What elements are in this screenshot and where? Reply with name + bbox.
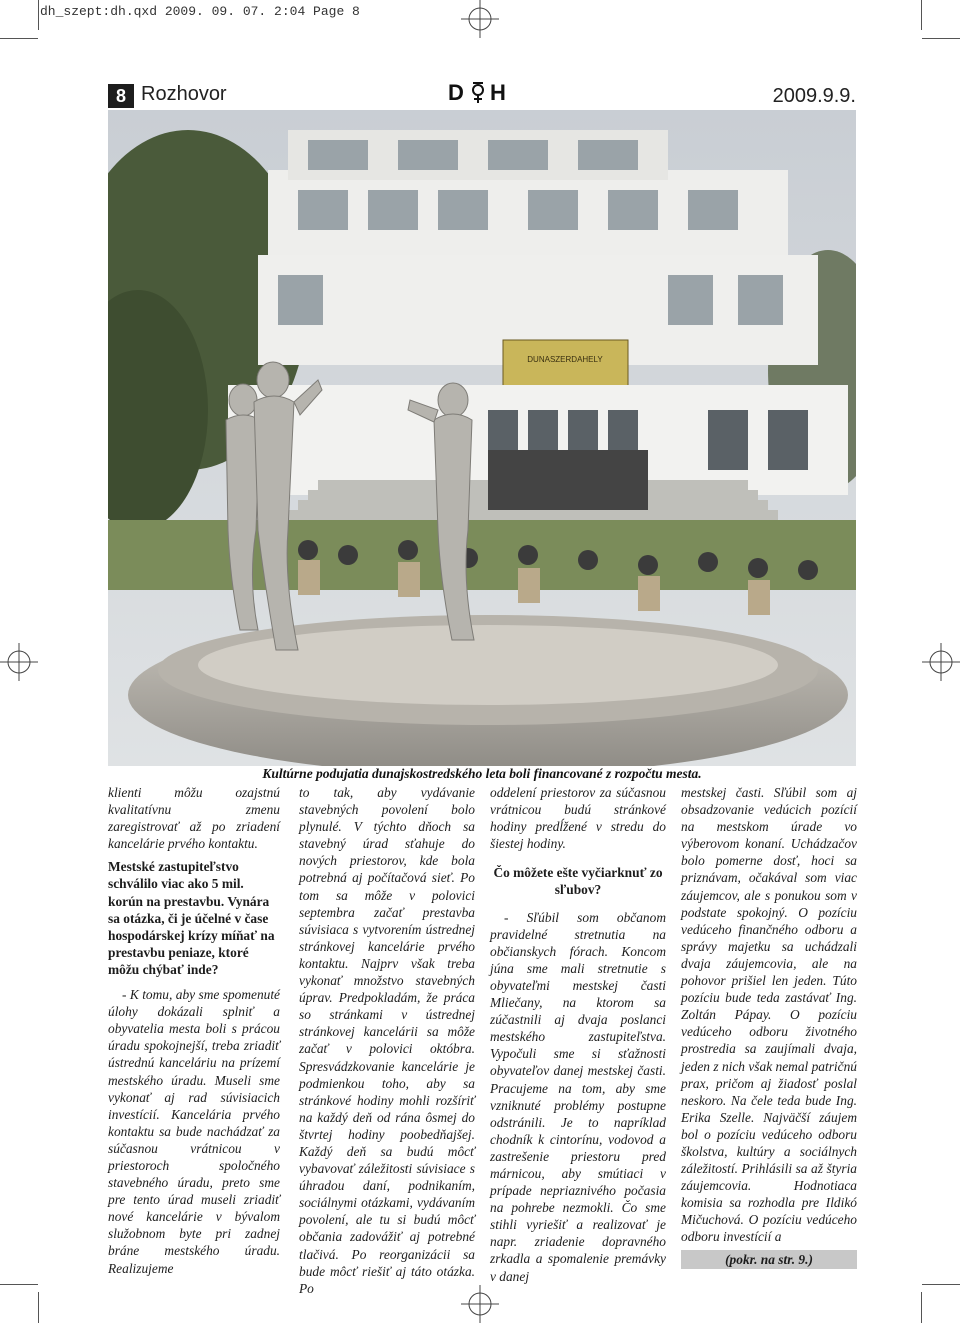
article-column-2 <box>299 784 475 1297</box>
paragraph: to tak, aby vydávanie stavebných povolení bolo plynulé. V týchto dňoch sa stavebný úrad sťahuje do nových priestorov, kde bola potrebná aj počítačová sieť. Po tom sa môže v polovici septembra začať prestavba súvisiaca s vytvorením ústrednej stránkovej kancelárie prvého kontaktu. Najprv však treba vykonať množstvo stavebných úprav. Predpokladám, že práca so stránkami v ústrednej stránkovej kancelárii sa môže začať v polovici októbra. Spresvádzkovanie kancelárie je podmienkou toho, aby sa stránkové hodiny mohli rozšíriť na každý deň od rána ôsmej do štvrtej hodiny poobedňajšej. Každý deň sa budú môcť vybavovať záležitosti súvisiace s úhradou daní, podnikaním, sociálnymi otázkami, vydávaním povolení, ale tu si budú môcť občania zadovážiť aj potrebné tlačivá. Po reorganizácii sa bude môcť riešiť aj táto otázka. Po <box>299 785 475 1296</box>
photo-caption: Kultúrne podujatia dunajskostredského leta boli financované z rozpočtu mesta. <box>262 766 702 781</box>
registration-mark-right <box>922 643 960 681</box>
trim-mark <box>38 0 39 30</box>
paragraph: mestskej časti. Sľúbil som aj obsadzovanie vedúcich pozícií na mestskom úrade vo výberovom konaní. Uchádzačov bolo pomerne dosť, hoci sa priznávam, očakával som viac záujemcov, ale s ponukou som v podstate spokojný. O pozíciu vedúceho finančného odboru a správy majetku sa uchádzali dvaja záujemcovia, ale na pohovor prišiel len jeden. Túto pozíciu bude teda zastávať Ing. Zoltán Pápay. O pozíciu vedúceho odboru životného prostredia sa zaujímali dvaja, jeden z nich však nemal patričnú prax, pričom aj žiadosť poslal neskoro. Na čele teda bude Ing. Erika Szelle. Najväčší záujem bol o pozíciu vedúceho odboru školstva, kultúry a sociálnych záležitostí. Prihlásili sa až štyria záujemcovia. Hodnotiaca komisia sa rozhodla pre Ildikó Mičuchová. O pozíciu vedúceho odboru investícií a <box>681 785 857 1245</box>
newspaper-logo <box>446 78 510 106</box>
banner-text: DUNASZERDAHELY <box>527 355 603 364</box>
trim-mark <box>921 1292 922 1323</box>
interview-question: Mestské zastupiteľstvo schválilo viac ako 5 mil. korún na prestavbu. Vynára sa otázka, či je účelné v čase hospodárskej krízy míňať na prestavbu peniaze, ktoré môžu chýbať inde? <box>108 859 275 977</box>
paragraph: klienti môžu ozajstnú kvalitatívnu zmenu zaregistrovať až po zriadení kancelárie prvého kontaktu. <box>108 785 280 852</box>
print-slug: dh_szept:dh.qxd 2009. 09. 07. 2:04 Page 8 <box>40 4 360 19</box>
registration-mark-left <box>0 643 38 681</box>
article-column-3 <box>490 784 666 1285</box>
issue-date: 2009.9.9. <box>772 85 856 107</box>
trim-mark <box>38 1292 39 1323</box>
trim-mark <box>922 38 960 39</box>
svg-text:D: D <box>448 80 464 105</box>
article-column-4 <box>681 784 857 1269</box>
svg-text:H: H <box>490 80 506 105</box>
paragraph: - Sľúbil som občanom pravidelné stretnutia na občianskych fórach. Koncom júna sme mali stretnutie s obyvateľmi mestskej časti Mliečany, na ktorom sa zúčastnili aj dvaja poslanci mestského zastupiteľstva. Vypočuli sme si sťažnosti obyvateľov danej mestskej časti. Pracujeme na tom, aby sme vzniknuté problémy postupne odstránili. Je to napríklad chodník k cintorínu, vodovod a zastrešenie priestoru pred márnicou, aby smútiaci v prípade nepriaznivého počasia na pohrebe nezmokli. Čo sme stihli vyriešiť a realizovať je napr. zriadenie dopravného zrkadla a spomalenie premávky v danej <box>490 909 666 1284</box>
article-column-1 <box>108 784 280 1277</box>
page-number: 8 <box>108 84 134 108</box>
cultural-center-scene <box>108 110 856 766</box>
paragraph: - K tomu, aby sme spomenuté úlohy dokázali splniť a obyvatelia mesta boli s prácou úradu spokojnejší, treba zriadiť ústrednú kanceláriu na prízemí mestského úradu. Museli sme vykonať aj rad súvisiacich investícií. Kancelária prvého kontaktu sa bude nachádzať za súčasnou vrátnicou v priestoroch spoločného stavebného úradu, preto sme pre tento úrad museli zriadiť nové kancelárie v bývalom služobnom byte pri zadnej bráne mestského úradu. Realizujeme <box>108 987 280 1276</box>
trim-mark <box>0 1284 38 1285</box>
registration-mark-top <box>461 0 499 38</box>
continued-on-page: (pokr. na str. 9.) <box>681 1250 857 1269</box>
interview-question: Čo môžete ešte vyčiarknuť zo sľubov? <box>493 865 663 898</box>
trim-mark <box>0 38 38 39</box>
section-title: Rozhovor <box>141 83 227 105</box>
trim-mark <box>921 0 922 30</box>
article-photo <box>108 110 856 766</box>
trim-mark <box>922 1284 960 1285</box>
paragraph: oddelení priestorov za súčasnou vrátnicou budú stránkové hodiny predĺžené v stredu do šiestej hodiny. <box>490 785 666 852</box>
